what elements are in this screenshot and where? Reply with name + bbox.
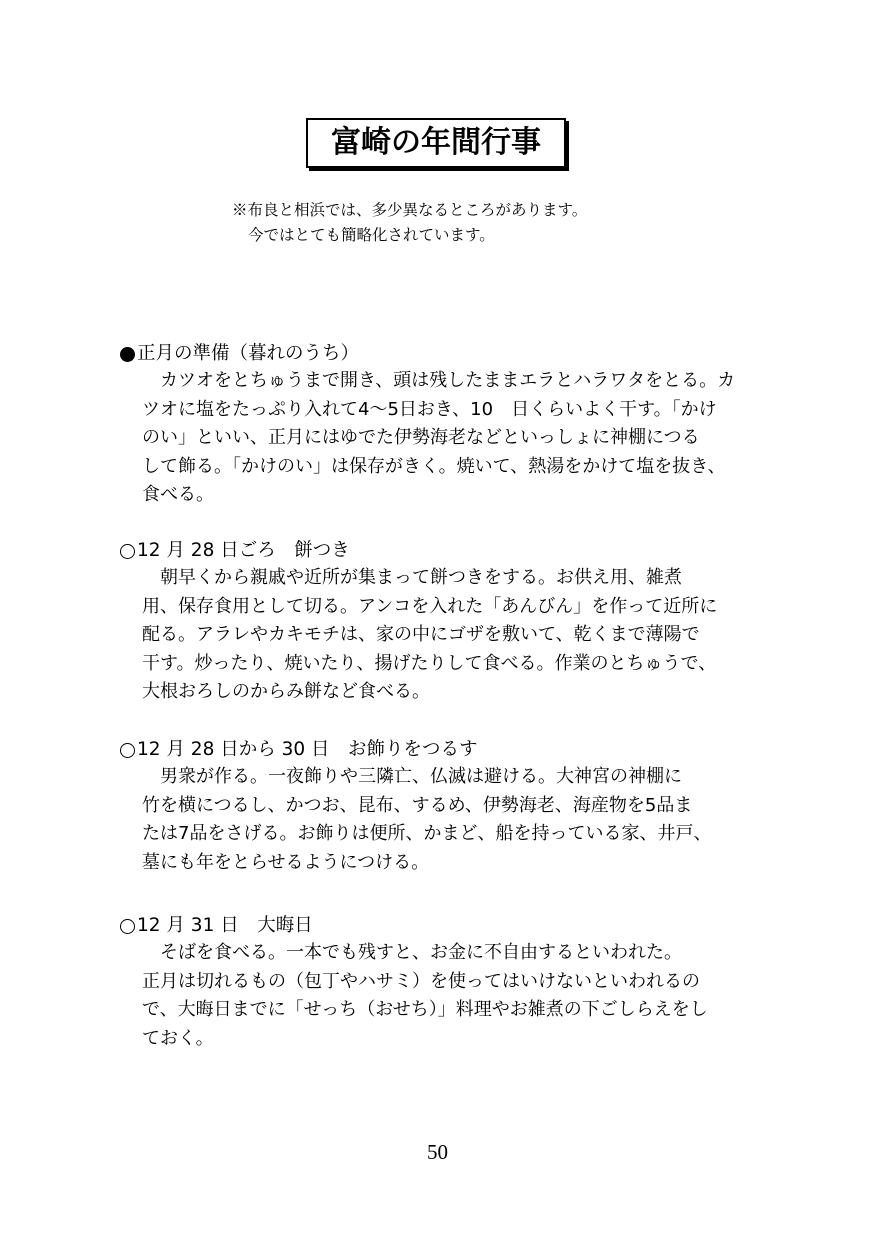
- note-line: ※布良と相浜では、多少異なるところがあります。: [232, 201, 588, 219]
- body-line: 用、保存食用として切る。アンコを入れた「あんびん」を作って近所に: [142, 595, 718, 617]
- page-title-box: [306, 118, 566, 168]
- body-line: 干す。炒ったり、焼いたり、揚げたりして食べる。作業のとちゅうで、: [142, 652, 717, 674]
- body-line: 配る。アラレやカキモチは、家の中にゴザを敷いて、乾くまで薄陽で: [142, 624, 700, 645]
- body-line: のい」といい、正月にはゆでた伊勢海老などといっしょに神棚につる: [142, 427, 700, 448]
- body-line: 竹を横につるし、かつお、昆布、するめ、伊勢海老、海産物を5品ま: [142, 794, 693, 816]
- section-body: [142, 763, 782, 877]
- open-circle-icon: [120, 919, 135, 934]
- body-line: ておく。: [142, 1027, 214, 1049]
- body-line: 大根おろしのからみ餅など食べる。: [142, 681, 430, 702]
- body-line: 正月は切れるもの（包丁やハサミ）を使ってはいけないといわれるの: [142, 970, 700, 992]
- section-heading-text: 12 月 31 日 大晦日: [137, 915, 313, 936]
- page-number: 50: [427, 1140, 448, 1164]
- section-heading-text: 12 月 28 日から 30 日 お飾りをつるす: [137, 739, 478, 760]
- section-heading: [120, 341, 780, 367]
- section-body: [142, 564, 782, 707]
- section-new-years-eve: [120, 913, 780, 1053]
- section-heading: [120, 913, 780, 939]
- section-decorations: [120, 737, 780, 877]
- open-circle-icon: [120, 544, 135, 559]
- section-heading: [120, 737, 780, 763]
- section-heading: [120, 538, 780, 564]
- section-body: [142, 939, 782, 1053]
- open-circle-icon: [120, 743, 135, 758]
- page-title: 富崎の年間行事: [331, 125, 541, 160]
- body-line: 墓にも年をとらせるようにつける。: [142, 851, 430, 873]
- body-line: 朝早くから親戚や近所が集まって餅つきをする。お供え用、雑煮: [160, 567, 682, 588]
- section-heading-text: 12 月 28 日ごろ 餅つき: [137, 540, 350, 561]
- note-line: 今ではとても簡略化されています。: [248, 226, 495, 244]
- filled-circle-icon: [120, 347, 135, 362]
- section-heading-text: 正月の準備（暮れのうち）: [137, 343, 360, 364]
- section-new-year-preparation: [120, 341, 780, 510]
- body-line: カツオをとちゅうまで開き、頭は残したままエラとハラワタをとる。カ: [160, 370, 736, 391]
- body-line: ツオに塩をたっぷり入れて4～5日おき、10 日くらいよく干す。「かけ: [142, 398, 717, 420]
- body-line: たは7品をさげる。お飾りは便所、かまど、船を持っている家、井戸、: [142, 823, 712, 844]
- body-line: して飾る。「かけのい」は保存がきく。焼いて、熱湯をかけて塩を抜き、: [142, 455, 726, 477]
- body-line: そばを食べる。一本でも残すと、お金に不自由するといわれた。: [160, 942, 682, 963]
- body-line: 食べる。: [142, 484, 214, 505]
- body-line: 男衆が作る。一夜飾りや三隣亡、仏滅は避ける。大神宮の神棚に: [160, 766, 682, 787]
- section-body: [142, 367, 782, 510]
- body-line: で、大晦日までに「せっち（おせち）」料理やお雑煮の下ごしらえをし: [142, 999, 708, 1020]
- section-mochitsuki: [120, 538, 780, 707]
